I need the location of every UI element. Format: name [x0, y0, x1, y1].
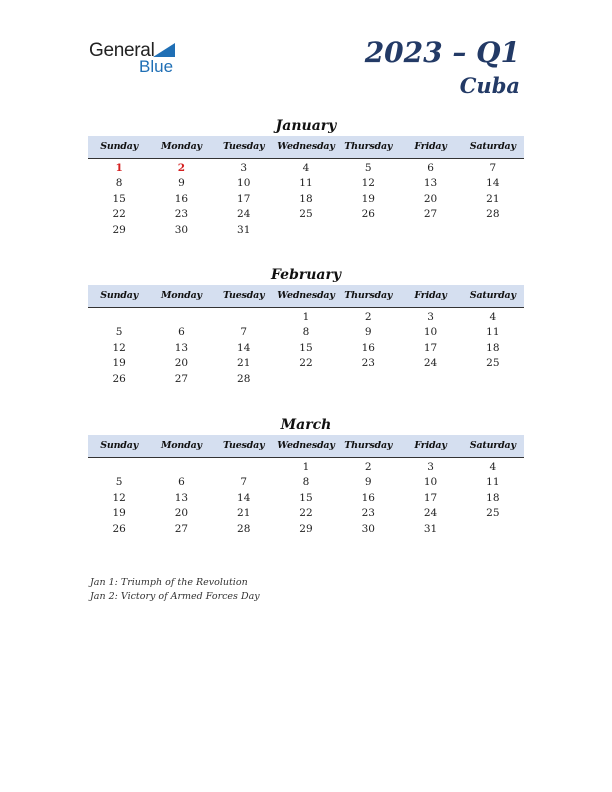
- day-cell: 3: [427, 461, 434, 473]
- month-calendar-2: [88, 415, 524, 537]
- day-cell: 17: [423, 491, 438, 504]
- day-cell: 4: [302, 162, 310, 174]
- day-cell: 20: [174, 357, 189, 370]
- empty-day-cell: [275, 223, 337, 238]
- day-cell: 18: [486, 341, 500, 354]
- day-cell: 13: [174, 341, 189, 354]
- day-cell: 5: [364, 162, 372, 174]
- empty-day-cell: [213, 310, 275, 325]
- week-row: [88, 356, 524, 371]
- day-cell: 17: [237, 192, 251, 205]
- week-row: [88, 176, 524, 191]
- weekday-sunday: Sunday: [100, 440, 139, 451]
- weekday-saturday: Saturday: [469, 141, 516, 152]
- day-cell: 16: [174, 192, 189, 205]
- empty-day-cell: [462, 522, 524, 537]
- weekday-saturday: Saturday: [469, 440, 516, 451]
- empty-day-cell: [150, 310, 212, 325]
- day-cell: 12: [361, 177, 375, 190]
- month-name: February: [270, 267, 341, 283]
- logo-triangle-icon: [153, 43, 175, 57]
- weekday-thursday: Thursday: [344, 440, 393, 451]
- day-cell: 7: [489, 162, 497, 174]
- day-cell: 26: [112, 372, 126, 385]
- day-cell: 8: [302, 476, 310, 489]
- week-row: [88, 491, 524, 506]
- country-title: Cuba: [459, 73, 520, 98]
- day-cell: 7: [240, 326, 248, 339]
- weekday-monday: Monday: [160, 290, 202, 301]
- day-cell: 27: [423, 208, 438, 221]
- week-row: [88, 192, 524, 207]
- empty-day-cell: [88, 310, 150, 325]
- weekday-friday: Friday: [414, 290, 447, 301]
- day-cell: 22: [299, 507, 313, 520]
- day-cell: 6: [427, 162, 434, 174]
- day-cell: 22: [112, 208, 126, 221]
- empty-day-cell: [399, 223, 461, 238]
- day-cell: 19: [112, 357, 126, 370]
- day-cell: 16: [361, 491, 375, 504]
- holiday-note: Jan 2: Victory of Armed Forces Day: [90, 591, 260, 602]
- weekday-monday: Monday: [160, 440, 202, 451]
- day-cell: 29: [112, 223, 126, 236]
- day-cell: 25: [486, 507, 500, 520]
- holiday-notes: [90, 576, 260, 604]
- page-title: [365, 36, 520, 100]
- weekday-wednesday: Wednesday: [277, 141, 335, 152]
- empty-day-cell: [275, 372, 337, 387]
- week-row: [88, 161, 524, 176]
- day-cell: 19: [361, 192, 375, 205]
- day-cell: 4: [489, 311, 497, 323]
- day-cell: 3: [427, 311, 434, 323]
- weekday-wednesday: Wednesday: [277, 440, 335, 451]
- day-cell: 30: [361, 522, 375, 535]
- empty-day-cell: [213, 460, 275, 475]
- holiday-note: Jan 1: Triumph of the Revolution: [90, 577, 248, 588]
- empty-day-cell: [399, 372, 461, 387]
- day-cell: 24: [423, 357, 438, 370]
- day-cell: 25: [486, 357, 500, 370]
- day-cell: 28: [237, 522, 251, 535]
- day-cell: 11: [486, 476, 500, 489]
- day-cell: 12: [112, 341, 126, 354]
- day-cell: 7: [240, 476, 248, 489]
- day-cell: 1: [302, 461, 310, 473]
- day-cell: 27: [174, 522, 189, 535]
- weekday-header: [88, 136, 524, 159]
- day-cell: 24: [237, 208, 251, 221]
- month-calendar-1: [88, 265, 524, 387]
- day-cell: 30: [174, 223, 189, 236]
- day-cell: 29: [299, 522, 313, 535]
- month-calendar-0: [88, 116, 524, 238]
- day-cell: 23: [361, 507, 375, 520]
- day-cell: 11: [486, 326, 500, 339]
- weekday-tuesday: Tuesday: [222, 141, 265, 152]
- day-cell: 9: [364, 476, 372, 489]
- weekday-thursday: Thursday: [344, 290, 393, 301]
- month-name: January: [275, 118, 337, 134]
- day-cell: 13: [423, 177, 438, 190]
- day-cell: 13: [174, 491, 189, 504]
- empty-day-cell: [88, 460, 150, 475]
- day-cell: 10: [423, 476, 438, 489]
- week-row: [88, 223, 524, 238]
- day-cell: 9: [364, 326, 372, 339]
- empty-day-cell: [337, 223, 399, 238]
- week-row: [88, 460, 524, 475]
- week-row: [88, 506, 524, 521]
- day-cell: 25: [299, 208, 313, 221]
- day-cell: 10: [423, 326, 438, 339]
- day-cell: 26: [112, 522, 126, 535]
- month-days: [88, 310, 524, 387]
- day-cell: 9: [178, 177, 185, 190]
- weekday-tuesday: Tuesday: [222, 290, 265, 301]
- day-cell: 28: [486, 208, 500, 221]
- weekday-tuesday: Tuesday: [222, 440, 265, 451]
- day-cell: 15: [299, 491, 313, 504]
- day-cell: 5: [115, 476, 123, 489]
- day-cell: 15: [112, 192, 126, 205]
- day-cell: 21: [237, 507, 251, 520]
- day-cell: 16: [361, 341, 375, 354]
- empty-day-cell: [462, 223, 524, 238]
- day-cell: 24: [423, 507, 438, 520]
- day-cell: 1: [302, 311, 310, 323]
- week-row: [88, 475, 524, 490]
- logo-text-blue: Blue: [139, 57, 174, 76]
- weekday-saturday: Saturday: [469, 290, 516, 301]
- day-cell: 11: [299, 177, 313, 190]
- day-cell: 20: [423, 192, 438, 205]
- day-cell: 31: [237, 223, 251, 236]
- day-cell: 23: [174, 208, 189, 221]
- week-row: [88, 310, 524, 325]
- week-row: [88, 325, 524, 340]
- empty-day-cell: [150, 460, 212, 475]
- weekday-sunday: Sunday: [100, 290, 139, 301]
- empty-day-cell: [337, 372, 399, 387]
- day-cell: 2: [177, 162, 186, 174]
- day-cell: 18: [299, 192, 313, 205]
- day-cell: 17: [423, 341, 438, 354]
- day-cell: 10: [237, 177, 251, 190]
- day-cell: 2: [364, 311, 372, 323]
- weekday-friday: Friday: [414, 440, 447, 451]
- day-cell: 27: [174, 372, 189, 385]
- month-days: [88, 161, 524, 238]
- day-cell: 6: [178, 326, 185, 339]
- day-cell: 6: [178, 476, 185, 489]
- period-title: 2023 – Q1: [364, 36, 520, 69]
- day-cell: 5: [115, 326, 123, 339]
- logo-text-general: General: [89, 40, 155, 61]
- day-cell: 15: [299, 341, 313, 354]
- day-cell: 1: [115, 162, 123, 174]
- week-row: [88, 207, 524, 222]
- weekday-header: [88, 285, 524, 308]
- weekday-header: [88, 435, 524, 458]
- month-name: March: [280, 417, 332, 433]
- day-cell: 20: [174, 507, 189, 520]
- day-cell: 14: [237, 491, 251, 504]
- week-row: [88, 372, 524, 387]
- day-cell: 14: [486, 177, 500, 190]
- day-cell: 14: [237, 341, 251, 354]
- day-cell: 21: [237, 357, 251, 370]
- week-row: [88, 341, 524, 356]
- weekday-thursday: Thursday: [344, 141, 393, 152]
- weekday-wednesday: Wednesday: [277, 290, 335, 301]
- day-cell: 21: [486, 192, 500, 205]
- week-row: [88, 522, 524, 537]
- day-cell: 23: [361, 357, 375, 370]
- day-cell: 8: [115, 177, 123, 190]
- day-cell: 2: [364, 461, 372, 473]
- weekday-sunday: Sunday: [100, 141, 139, 152]
- day-cell: 26: [361, 208, 375, 221]
- weekday-friday: Friday: [414, 141, 447, 152]
- day-cell: 22: [299, 357, 313, 370]
- day-cell: 31: [423, 522, 438, 535]
- weekday-monday: Monday: [160, 141, 202, 152]
- day-cell: 8: [302, 326, 310, 339]
- empty-day-cell: [462, 372, 524, 387]
- day-cell: 19: [112, 507, 126, 520]
- month-days: [88, 460, 524, 537]
- day-cell: 3: [240, 162, 248, 174]
- day-cell: 18: [486, 491, 500, 504]
- day-cell: 4: [489, 461, 497, 473]
- day-cell: 28: [237, 372, 251, 385]
- day-cell: 12: [112, 491, 126, 504]
